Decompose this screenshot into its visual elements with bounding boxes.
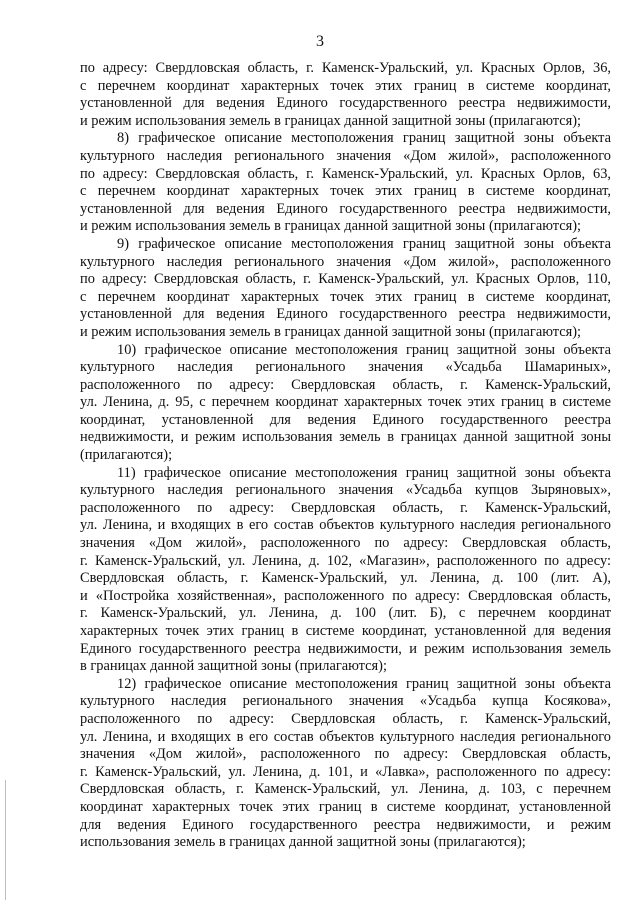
text-line: использования земель в границах данной защитной зоны (прилагаются); [80, 834, 526, 851]
text-line: г. Каменск-Уральский, ул. Ленина, д. 101, и «Лавка», расположенного по адресу: [80, 763, 611, 780]
text-line: установленной для ведения Единого государственного реестра недвижимости, [80, 95, 611, 112]
text-line: 10) графическое описание местоположения границ защитной зоны объекта [117, 341, 611, 358]
text-line: 9) графическое описание местоположения границ защитной зоны объекта [117, 235, 611, 252]
text-line: и режим использования земель в границах данной защитной зоны (прилагаются); [80, 218, 582, 235]
text-line: в границах данной защитной зоны (прилагаются); [80, 658, 387, 675]
text-line: установленной для ведения Единого государственного реестра недвижимости, [80, 200, 611, 217]
text-line: с перечнем координат характерных точек этих границ в системе координат, [80, 183, 611, 200]
text-line: культурного наследия регионального значения «Дом жилой», расположенного [80, 253, 611, 270]
text-line: г. Каменск-Уральский, ул. Ленина, д. 100 (лит. Б), с перечнем координат [80, 605, 611, 622]
paragraph-p-8 [80, 130, 611, 236]
text-line: для ведения Единого государственного реестра недвижимости, и режим [80, 816, 611, 833]
text-line: и режим использования земель в границах данной защитной зоны (прилагаются); [80, 323, 582, 340]
text-line: культурного наследия регионального значения «Усадьба купцов Зыряновых», [80, 482, 611, 499]
text-line: значения «Дом жилой», расположенного по адресу: Свердловская область, [80, 746, 611, 763]
text-line: с перечнем координат характерных точек этих границ в системе координат, [80, 288, 611, 305]
text-line: культурного наследия регионального значения «Усадьба Шамариных», [80, 359, 611, 376]
text-line: и режим использования земель в границах данной защитной зоны (прилагаются); [80, 112, 582, 129]
text-line: по адресу: Свердловская область, г. Каменск-Уральский, ул. Красных Орлов, 63, [80, 165, 611, 182]
text-line: по адресу: Свердловская область, г. Каменск-Уральский, ул. Красных Орлов, 110, [80, 271, 611, 288]
page-number: 3 [316, 33, 324, 50]
text-line: 8) графическое описание местоположения границ защитной зоны объекта [117, 130, 611, 147]
text-line: Единого государственного реестра недвижимости, и режим использования земель [80, 640, 611, 657]
paragraph-p-12 [80, 676, 611, 852]
text-line: и «Постройка хозяйственная», расположенного по адресу: Свердловская область, [80, 587, 611, 604]
scan-edge-mark [5, 780, 6, 900]
text-line: г. Каменск-Уральский, ул. Ленина, д. 102, «Магазин», расположенного по адресу: [80, 552, 611, 569]
text-line: Свердловская область, г. Каменск-Уральский, ул. Ленина, д. 100 (лит. А), [80, 570, 611, 587]
text-line: с перечнем координат характерных точек этих границ в системе координат, [80, 77, 611, 94]
text-line: установленной для ведения Единого государственного реестра недвижимости, [80, 306, 611, 323]
text-line: расположенного по адресу: Свердловская область, г. Каменск-Уральский, [80, 376, 611, 393]
text-line: 11) графическое описание местоположения границ защитной зоны объекта [117, 464, 611, 481]
text-line: (прилагаются); [80, 447, 173, 464]
text-line: недвижимости, и режим использования земель в границах данной защитной зоны [80, 429, 611, 446]
text-line: координат, установленной для ведения Единого государственного реестра [80, 411, 611, 428]
paragraph-p-9 [80, 236, 611, 342]
text-line: характерных точек этих границ в системе координат, установленной для ведения [80, 623, 611, 639]
text-line: расположенного по адресу: Свердловская область, г. Каменск-Уральский, [80, 710, 611, 727]
text-line: Свердловская область, г. Каменск-Уральский, ул. Ленина, д. 103, с перечнем [80, 781, 611, 798]
text-line: ул. Ленина, д. 95, с перечнем координат характерных точек этих границ в системе [80, 394, 611, 411]
paragraph-p-11 [80, 465, 611, 676]
paragraph-p-10 [80, 342, 611, 465]
text-line: культурного наследия регионального значения «Дом жилой», расположенного [80, 147, 611, 164]
text-line: ул. Ленина, и входящих в его состав объектов культурного наследия регионального [80, 728, 611, 745]
paragraph-p-continued [80, 60, 611, 130]
text-line: расположенного по адресу: Свердловская область, г. Каменск-Уральский, [80, 499, 611, 516]
text-line: 12) графическое описание местоположения границ защитной зоны объекта [117, 675, 611, 692]
text-line: по адресу: Свердловская область, г. Каменск-Уральский, ул. Красных Орлов, 36, [80, 60, 611, 76]
text-line: координат характерных точек этих границ в системе координат, установленной [80, 798, 611, 815]
text-line: ул. Ленина, и входящих в его состав объектов культурного наследия регионального [80, 517, 611, 534]
text-line: культурного наследия регионального значения «Усадьба купца Косякова», [80, 693, 611, 710]
document-body [80, 60, 611, 852]
text-line: значения «Дом жилой», расположенного по адресу: Свердловская область, [80, 535, 611, 552]
